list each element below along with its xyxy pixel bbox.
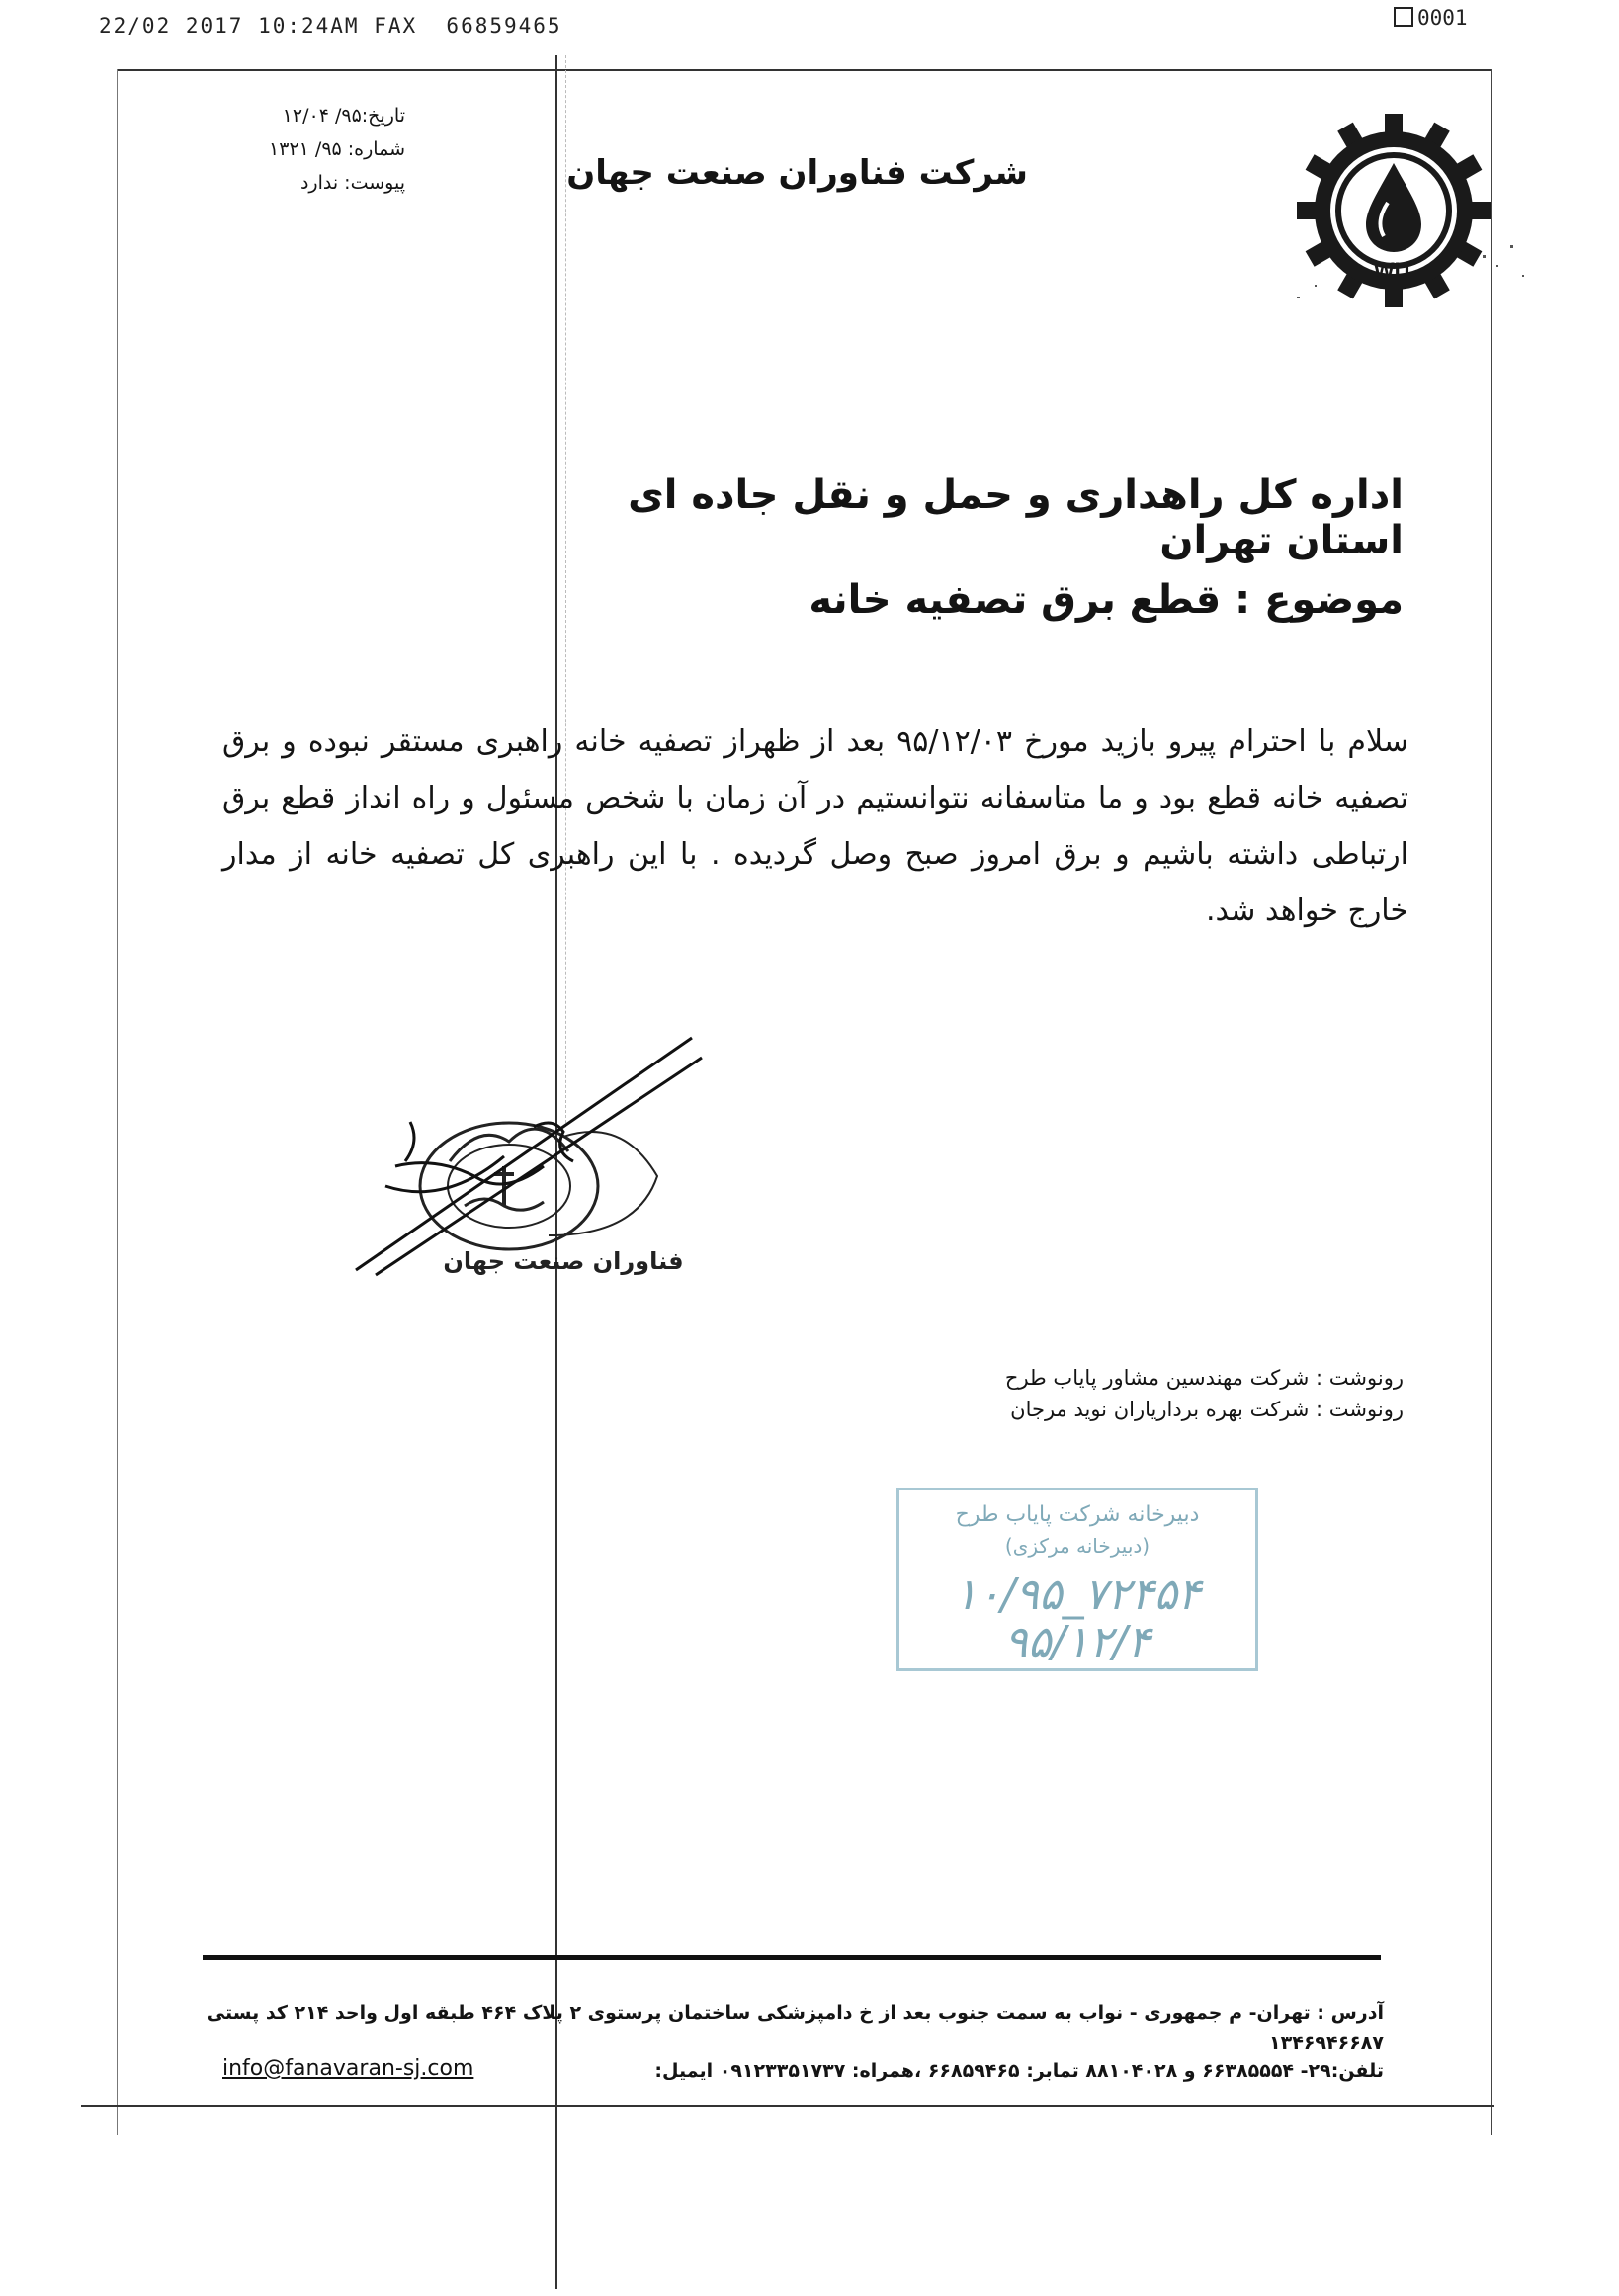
stamp-number: ۱۰/۹۵_۷۲۴۵۴	[954, 1570, 1201, 1620]
logo-text: WIT	[1373, 258, 1414, 283]
recipient-line: اداره کل راهداری و حمل و نقل جاده ای استان تهران	[628, 472, 1404, 563]
footer-phones: تلفن:۲۹- ۶۶۳۸۵۵۵۴ و ۸۸۱۰۴۰۲۸ تمابر: ۶۶۸۵۹۴۶۵ ،همراه: ۰۹۱۲۳۳۵۱۷۳۷ ایمیل:	[654, 2060, 1384, 2082]
subject-line: موضوع : قطع برق تصفیه خانه	[809, 577, 1404, 623]
fax-page-number	[1394, 6, 1468, 30]
fax-header: 22/02 2017 10:24AM FAX 66859465	[99, 14, 562, 38]
signature-strokes	[356, 1038, 702, 1275]
checkbox-icon	[1394, 7, 1413, 27]
received-stamp	[896, 1488, 1258, 1671]
stamp-date: ۹۵/۱۲/۴	[1004, 1617, 1150, 1667]
stamp-subtitle: (دبیرخانه مرکزی)	[1004, 1534, 1150, 1558]
letter-meta	[198, 99, 405, 200]
footer-bottom-line	[81, 2105, 1494, 2107]
footer-address: آدرس : تهران- م جمهوری - نواب به سمت جنوب بعد از خ دامپزشکی ساختمان پرستوی ۲ پلاک ۴۶۴ طبقه اول واحد ۲۱۴ کد پستی ۱۳۴۶۹۴۶۶۸۷	[206, 2002, 1384, 2054]
cc-list	[909, 1362, 1404, 1425]
company-logo-icon	[1285, 107, 1542, 314]
cc-item: رونوشت : شرکت بهره برداریاران نوید مرجان	[1010, 1398, 1404, 1421]
company-name: شرکت فناوران صنعت جهان	[566, 153, 1028, 193]
frame-left-line	[117, 69, 118, 2135]
letter-body: سلام با احترام پیرو بازید مورخ ۹۵/۱۲/۰۳ بعد از ظهراز تصفیه خانه راهبری مستقر نبوده و برق تصفیه خانه قطع بود و ما متاسفانه نتوانستیم در آن زمان با شخص مسئول و راه انداز قطع برق ارتباطی داشته باشیم و برق امروز صبح وصل گردیده . با این راهبری کل تصفیه خانه از مدار خارج خواهد شد.	[222, 724, 1408, 928]
cc-item: رونوشت : شرکت مهندسین مشاور پایاب طرح	[1004, 1366, 1404, 1390]
footer-rule	[203, 1955, 1381, 1960]
letter-number: شماره: ۹۵/ ۱۳۲۱	[269, 138, 405, 160]
page-number-text: 0001	[1417, 6, 1468, 30]
footer-email-link[interactable]: info@fanavaran-sj.com	[222, 2056, 474, 2081]
letter-attachment: پیوست: ندارد	[299, 172, 405, 194]
letter-date: تاریخ:۹۵/ ۱۲/۰۴	[282, 105, 405, 127]
seal-text: فناوران صنعت جهان	[443, 1247, 684, 1275]
stamp-title: دبیرخانه شرکت پایاب طرح	[955, 1502, 1200, 1527]
frame-right-line	[1491, 69, 1492, 2135]
frame-top-line	[117, 69, 1491, 71]
